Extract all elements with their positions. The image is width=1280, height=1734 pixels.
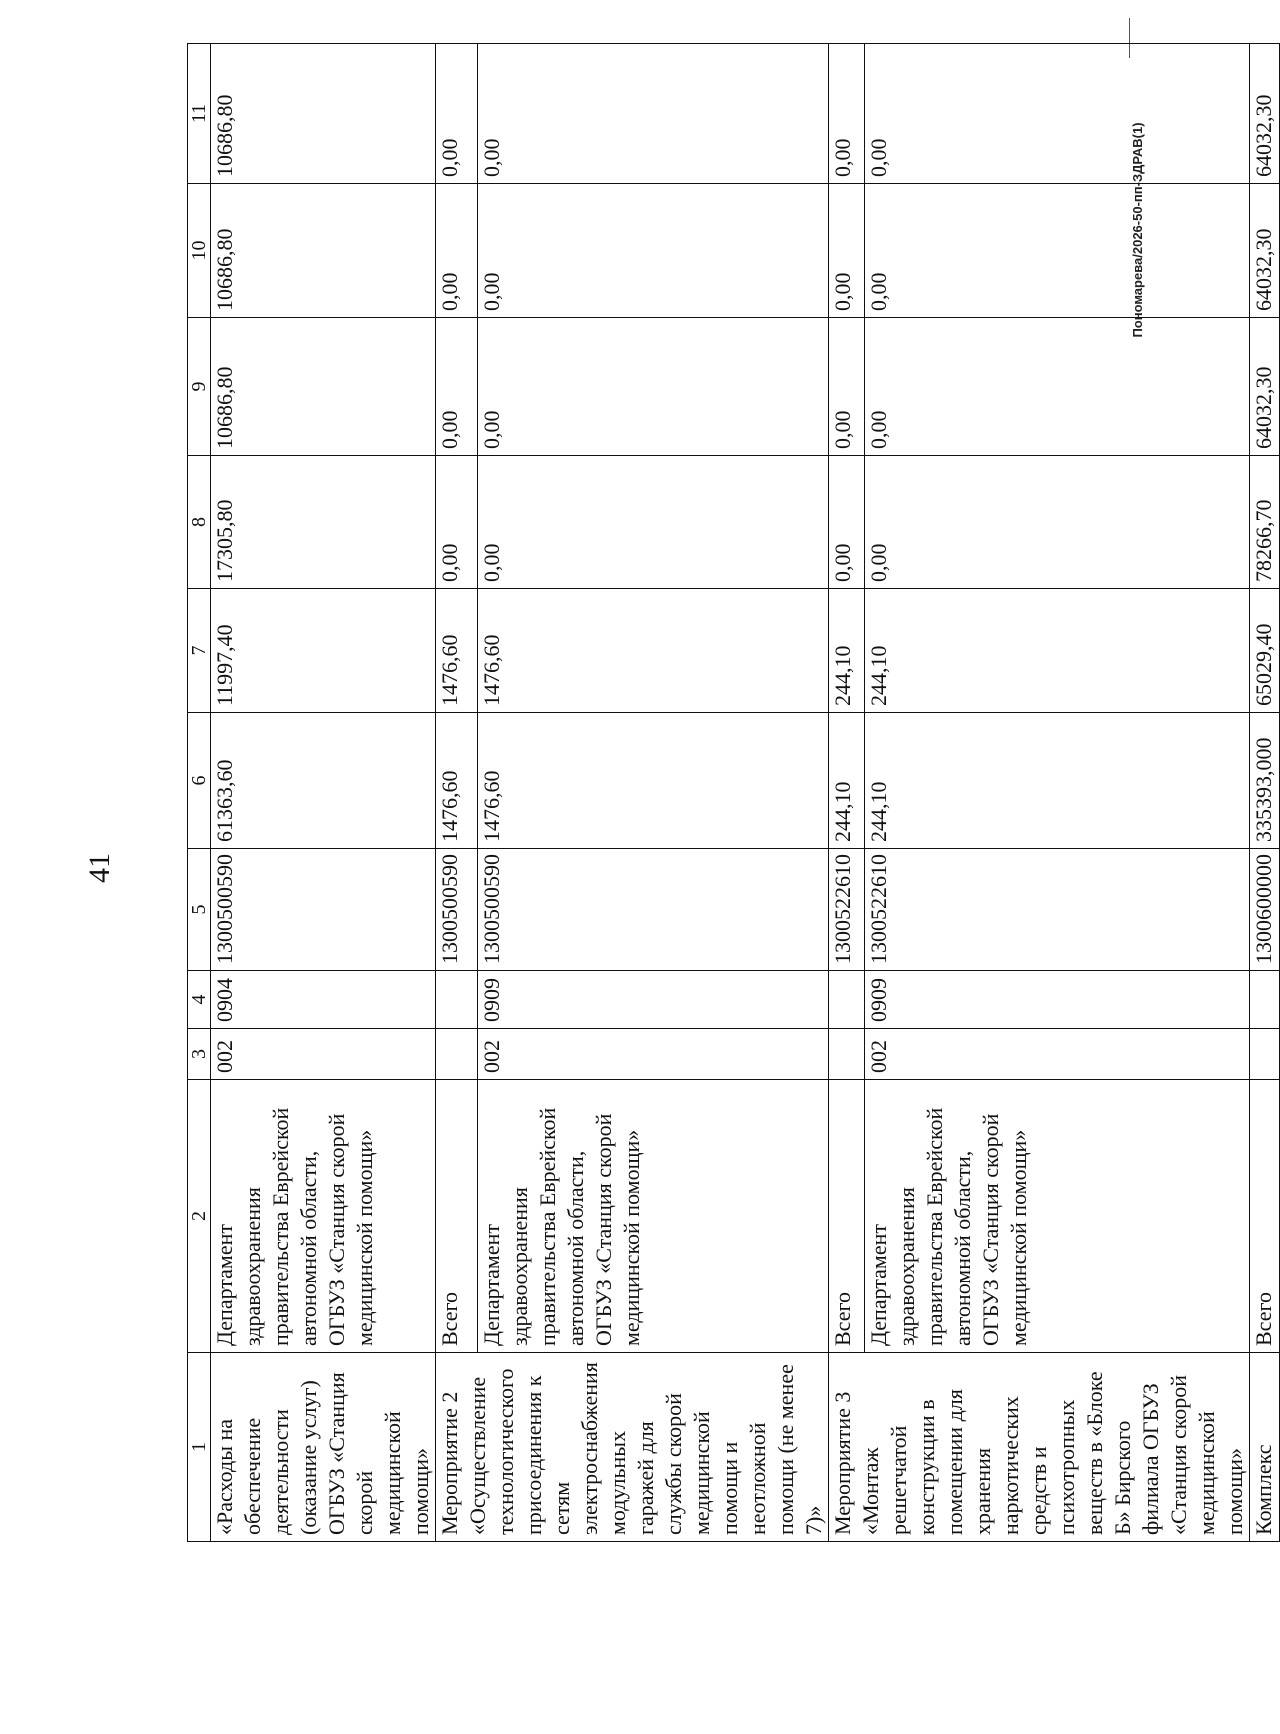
amount-cell: 0,00 [478, 184, 829, 318]
table-row-complex [1250, 44, 1280, 1542]
amount-cell: 61363,60 [211, 713, 436, 849]
amount-cell: 65029,40 [1250, 589, 1280, 713]
amount-cell: 0,00 [865, 318, 1250, 456]
col-header: 5 [188, 849, 211, 971]
col-header: 11 [188, 44, 211, 184]
target-article-cell: 1300500590 [211, 849, 436, 971]
page-number: 41 [83, 853, 116, 883]
executor-cell: Всего [436, 1080, 478, 1353]
grbs-cell [829, 1029, 865, 1080]
section-cell: 0904 [211, 971, 436, 1029]
col-header: 3 [188, 1029, 211, 1080]
activity-name-cell: «Расходы на обеспечение деятельности (оказание услуг) ОГБУЗ «Станция скорой медицинской помощи» [211, 1353, 436, 1542]
target-article-cell: 1300500590 [436, 849, 478, 971]
section-cell [829, 971, 865, 1029]
amount-cell: 0,00 [478, 44, 829, 184]
activity-name-cell: Мероприятие 3 «Монтаж решетчатой конструкции в помещении для хранения наркотических средств и психотропных веществ в «Блоке Б» Бирского филиала ОГБУЗ «Станция скорой медицинской помощи» [829, 1353, 1250, 1542]
target-article-cell: 1300522610 [829, 849, 865, 971]
table-row [211, 44, 436, 1542]
amount-cell: 64032,30 [1250, 184, 1280, 318]
table-row [478, 44, 829, 1542]
grbs-cell [1250, 1029, 1280, 1080]
amount-cell: 1476,60 [436, 589, 478, 713]
col-header: 10 [188, 184, 211, 318]
executor-cell: Всего [829, 1080, 865, 1353]
amount-cell: 1476,60 [478, 589, 829, 713]
target-article-cell: 1300500590 [478, 849, 829, 971]
amount-cell: 0,00 [865, 456, 1250, 589]
col-header: 2 [188, 1080, 211, 1353]
amount-cell: 10686,80 [211, 44, 436, 184]
amount-cell: 0,00 [478, 456, 829, 589]
footer-doc-code: Пономарева/2026-50-пп-ЗДРАВ(1) [1130, 122, 1145, 338]
amount-cell: 1476,60 [436, 713, 478, 849]
section-cell [1250, 971, 1280, 1029]
amount-cell: 0,00 [436, 456, 478, 589]
amount-cell: 78266,70 [1250, 456, 1280, 589]
col-header: 4 [188, 971, 211, 1029]
grbs-cell: 002 [865, 1029, 1250, 1080]
amount-cell: 10686,80 [211, 318, 436, 456]
col-header: 7 [188, 589, 211, 713]
amount-cell: 64032,30 [1250, 318, 1280, 456]
amount-cell: 244,10 [829, 589, 865, 713]
amount-cell: 64032,30 [1250, 44, 1280, 184]
col-header: 9 [188, 318, 211, 456]
target-article-cell: 1300600000 [1250, 849, 1280, 971]
executor-cell: Департамент здравоохранения правительства Еврейской автономной области, ОГБУЗ «Станция скорой медицинской помощи» [478, 1080, 829, 1353]
amount-cell: 0,00 [829, 318, 865, 456]
amount-cell: 0,00 [829, 44, 865, 184]
amount-cell: 17305,80 [211, 456, 436, 589]
amount-cell: 244,10 [829, 713, 865, 849]
grbs-cell: 002 [478, 1029, 829, 1080]
section-cell [436, 971, 478, 1029]
table-row-total [436, 44, 478, 1542]
col-header: 1 [188, 1353, 211, 1542]
amount-cell: 0,00 [865, 44, 1250, 184]
amount-cell: 0,00 [478, 318, 829, 456]
column-number-row [188, 44, 211, 1542]
col-header: 8 [188, 456, 211, 589]
amount-cell: 1476,60 [478, 713, 829, 849]
amount-cell: 0,00 [436, 318, 478, 456]
activity-name-cell: Комплекс [1250, 1353, 1280, 1542]
executor-cell: Всего [1250, 1080, 1280, 1353]
amount-cell: 335393,000 [1250, 713, 1280, 849]
col-header: 6 [188, 713, 211, 849]
amount-cell: 0,00 [829, 184, 865, 318]
grbs-cell: 002 [211, 1029, 436, 1080]
budget-table [187, 43, 1280, 1542]
executor-cell: Департамент здравоохранения правительства Еврейской автономной области, ОГБУЗ «Станция скорой медицинской помощи» [211, 1080, 436, 1353]
amount-cell: 11997,40 [211, 589, 436, 713]
grbs-cell [436, 1029, 478, 1080]
amount-cell: 0,00 [829, 456, 865, 589]
target-article-cell: 1300522610 [865, 849, 1250, 971]
table-row [865, 44, 1250, 1542]
executor-cell: Департамент здравоохранения правительства Еврейской автономной области, ОГБУЗ «Станция скорой медицинской помощи» [865, 1080, 1250, 1353]
activity-name-cell: Мероприятие 2 «Осуществление технологического присоединения к сетям электроснабжения модульных гаражей для службы скорой медицинской помощи и неотложной помощи (не менее 7)» [436, 1353, 829, 1542]
table-row-total [829, 44, 865, 1542]
amount-cell: 0,00 [865, 184, 1250, 318]
amount-cell: 0,00 [436, 184, 478, 318]
section-cell: 0909 [478, 971, 829, 1029]
section-cell: 0909 [865, 971, 1250, 1029]
amount-cell: 244,10 [865, 713, 1250, 849]
amount-cell: 0,00 [436, 44, 478, 184]
amount-cell: 244,10 [865, 589, 1250, 713]
amount-cell: 10686,80 [211, 184, 436, 318]
